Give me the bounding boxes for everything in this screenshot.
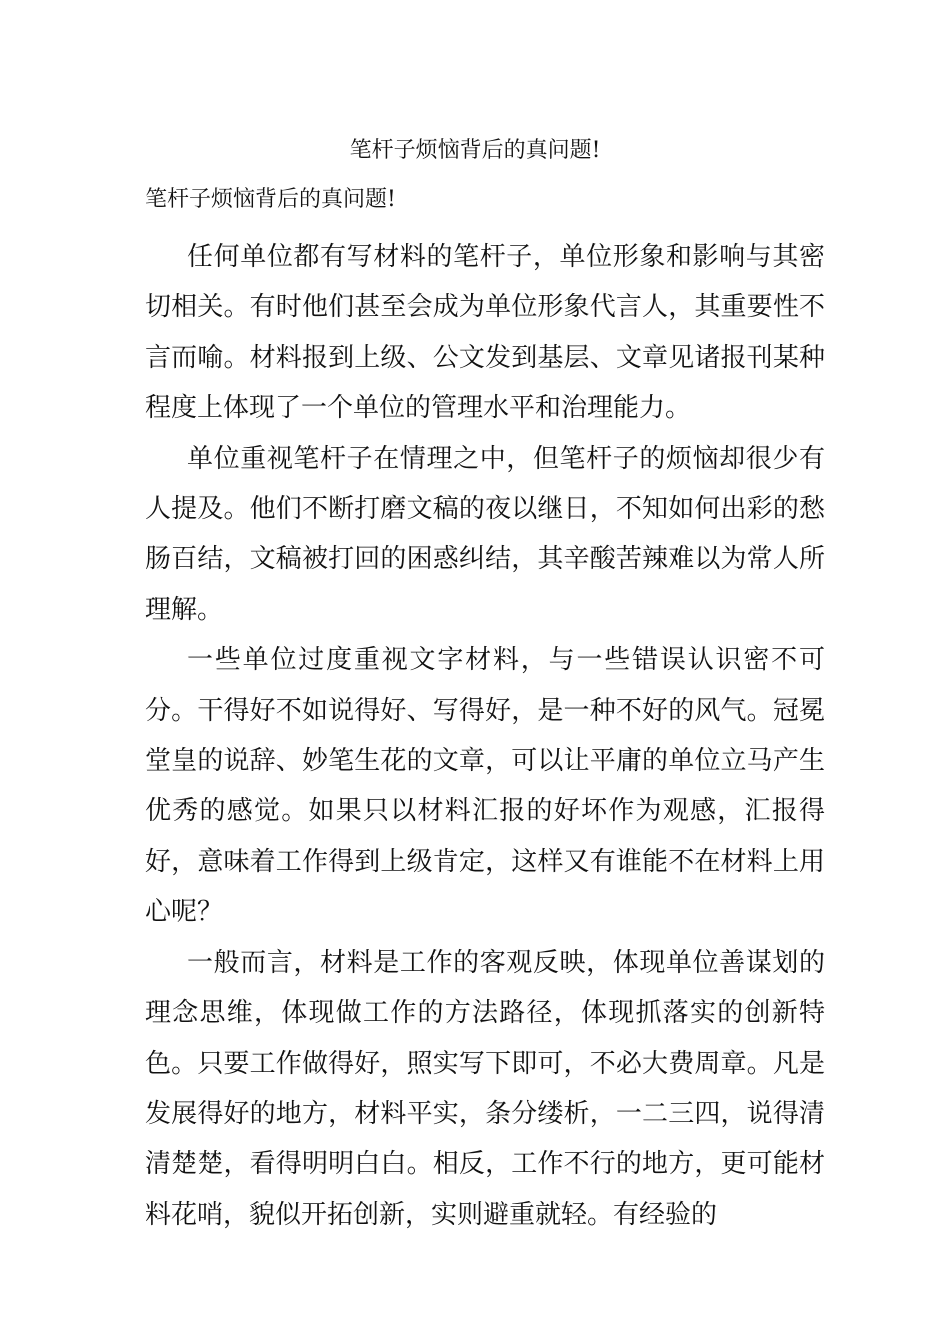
paragraph: 一些单位过度重视文字材料，与一些错误认识密不可分。干得好不如说得好、写得好，是一种不好的风气。冠冕堂皇的说辞、妙笔生花的文章，可以让平庸的单位立马产生优秀的感觉。如果只以材料汇报的好坏作为观感，汇报得好，意味着工作得到上级肯定，这样又有谁能不在材料上用心呢？	[145, 645, 825, 928]
document-title: 笔杆子烦恼背后的真问题!	[349, 138, 601, 163]
document-body	[145, 180, 825, 1240]
paragraph: 一般而言，材料是工作的客观反映，体现单位善谋划的理念思维，体现做工作的方法路径，体现抓落实的创新特色。只要工作做得好，照实写下即可，不必大费周章。凡是发展得好的地方，材料平实，条分缕析，一二三四，说得清清楚楚，看得明明白白。相反，工作不行的地方，更可能材料花哨，貌似开拓创新，实则避重就轻。有经验的	[145, 947, 825, 1230]
paragraph: 单位重视笔杆子在情理之中，但笔杆子的烦恼却很少有人提及。他们不断打磨文稿的夜以继日，不知如何出彩的愁肠百结，文稿被打回的困惑纠结，其辛酸苦辣难以为常人所理解。	[145, 443, 825, 625]
document-subtitle: 笔杆子烦恼背后的真问题!	[145, 187, 396, 212]
paragraph: 任何单位都有写材料的笔杆子，单位形象和影响与其密切相关。有时他们甚至会成为单位形象代言人，其重要性不言而喻。材料报到上级、公文发到基层、文章见诸报刊某种程度上体现了一个单位的管理水平和治理能力。	[145, 242, 825, 424]
paragraph-list	[145, 232, 825, 1240]
